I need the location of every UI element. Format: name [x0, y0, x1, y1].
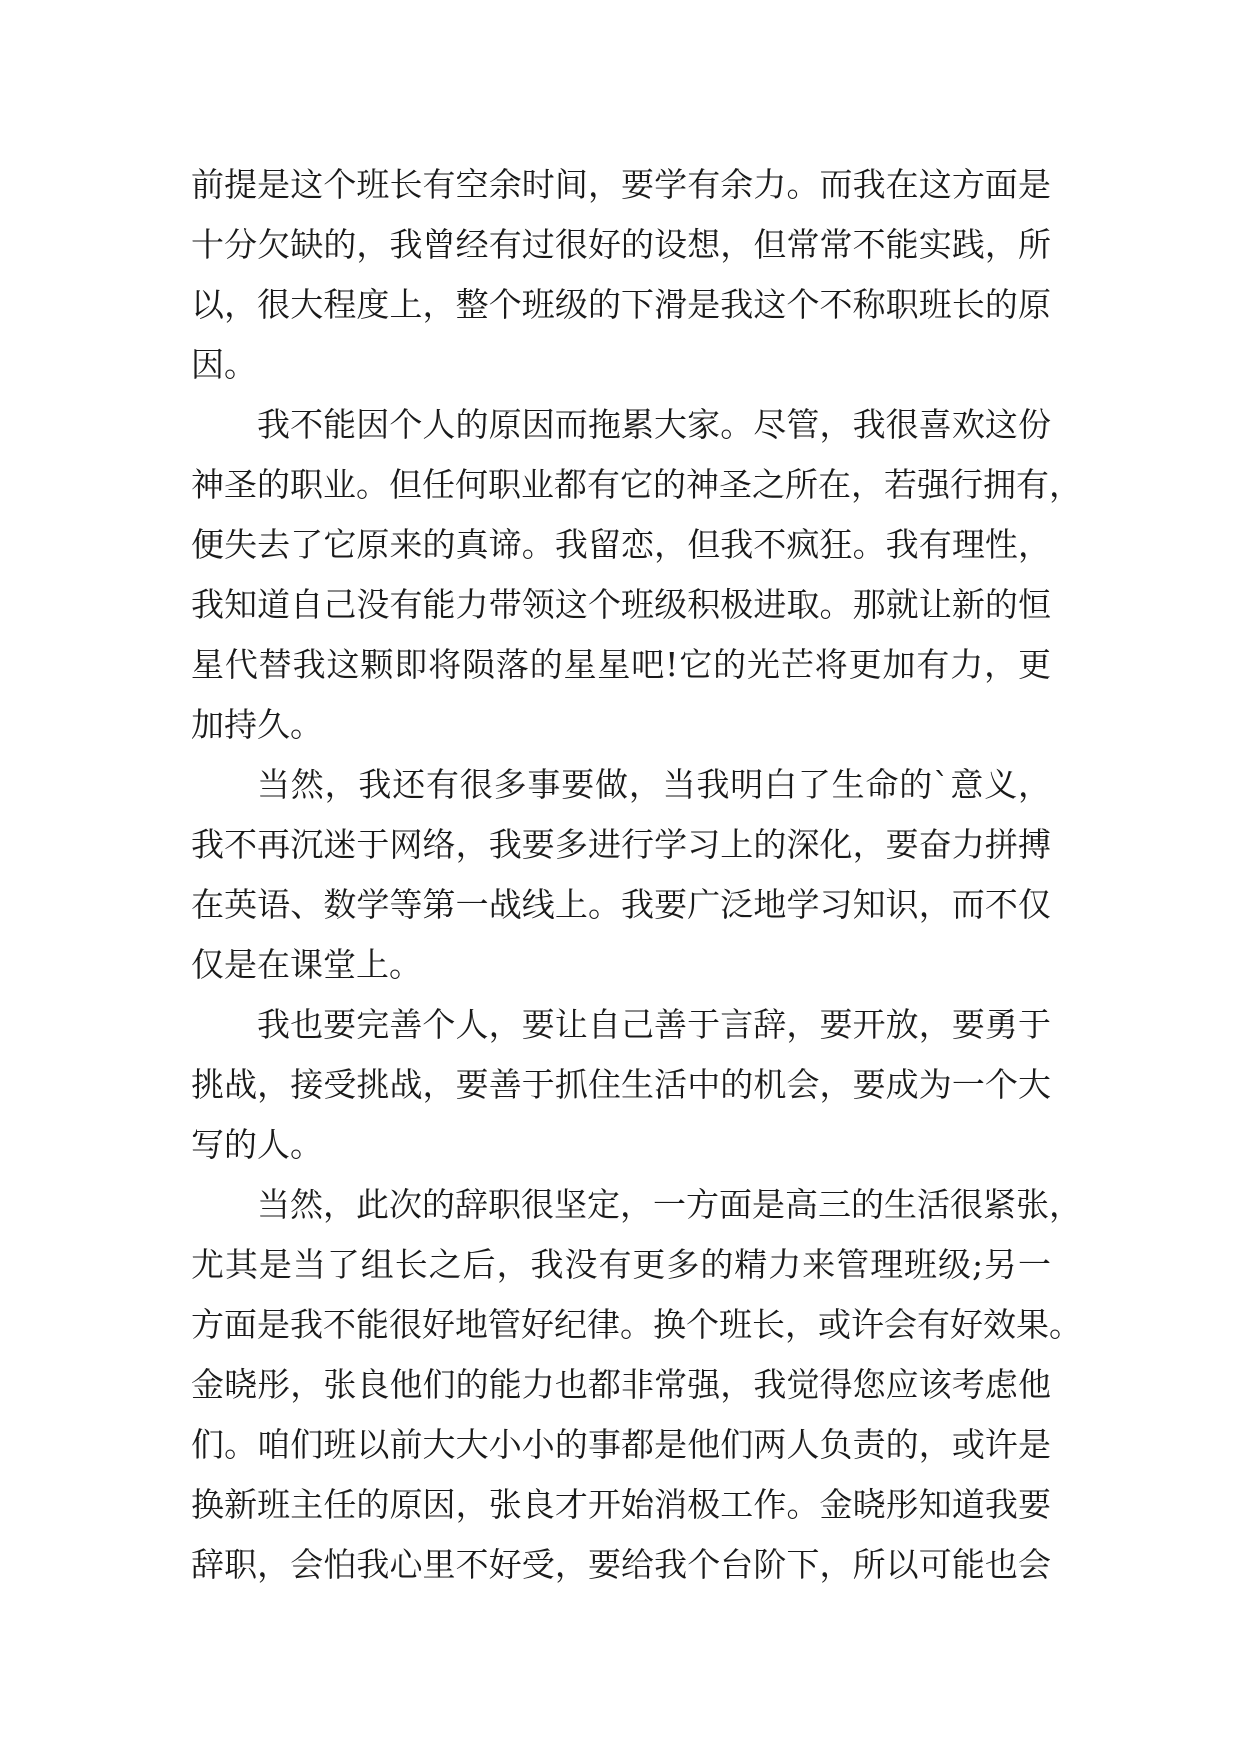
text-line: 我也要完善个人，要让自己善于言辞，要开放，要勇于 — [257, 1005, 1051, 1044]
text-line: 换新班主任的原因，张良才开始消极工作。金晓彤知道我要 — [191, 1485, 1051, 1524]
text-line: 加持久。 — [191, 705, 323, 744]
text-line: 以，很大程度上，整个班级的下滑是我这个不称职班长的原 — [191, 285, 1051, 324]
text-line: 便失去了它原来的真谛。我留恋，但我不疯狂。我有理性， — [191, 525, 1051, 564]
text-line: 神圣的职业。但任何职业都有它的神圣之所在，若强行拥有， — [191, 465, 1082, 504]
text-line: 方面是我不能很好地管好纪律。换个班长，或许会有好效果。 — [191, 1305, 1082, 1344]
text-line: 仅是在课堂上。 — [191, 945, 422, 984]
text-line: 写的人。 — [191, 1125, 323, 1164]
text-line: 当然，此次的辞职很坚定，一方面是高三的生活很紧张， — [257, 1185, 1082, 1224]
text-line: 十分欠缺的，我曾经有过很好的设想，但常常不能实践，所 — [191, 225, 1051, 264]
text-line: 辞职，会怕我心里不好受，要给我个台阶下，所以可能也会 — [191, 1545, 1051, 1584]
text-line: 因。 — [191, 345, 257, 384]
document-body — [191, 155, 1082, 1595]
text-line: 在英语、数学等第一战线上。我要广泛地学习知识，而不仅 — [191, 885, 1051, 924]
text-line: 们。咱们班以前大大小小的事都是他们两人负责的，或许是 — [191, 1425, 1051, 1464]
text-line: 金晓彤，张良他们的能力也都非常强，我觉得您应该考虑他 — [191, 1365, 1051, 1404]
text-line: 挑战，接受挑战，要善于抓住生活中的机会，要成为一个大 — [191, 1065, 1051, 1104]
text-line: 我知道自己没有能力带领这个班级积极进取。那就让新的恒 — [191, 585, 1051, 624]
text-line: 我不能因个人的原因而拖累大家。尽管，我很喜欢这份 — [257, 405, 1051, 444]
text-line: 当然，我还有很多事要做，当我明白了生命的`意义， — [257, 765, 1051, 804]
text-line: 前提是这个班长有空余时间，要学有余力。而我在这方面是 — [191, 165, 1051, 204]
text-line: 我不再沉迷于网络，我要多进行学习上的深化，要奋力拼搏 — [191, 825, 1051, 864]
text-line: 星代替我这颗即将陨落的星星吧!它的光芒将更加有力，更 — [191, 645, 1051, 684]
text-line: 尤其是当了组长之后，我没有更多的精力来管理班级;另一 — [191, 1245, 1051, 1284]
